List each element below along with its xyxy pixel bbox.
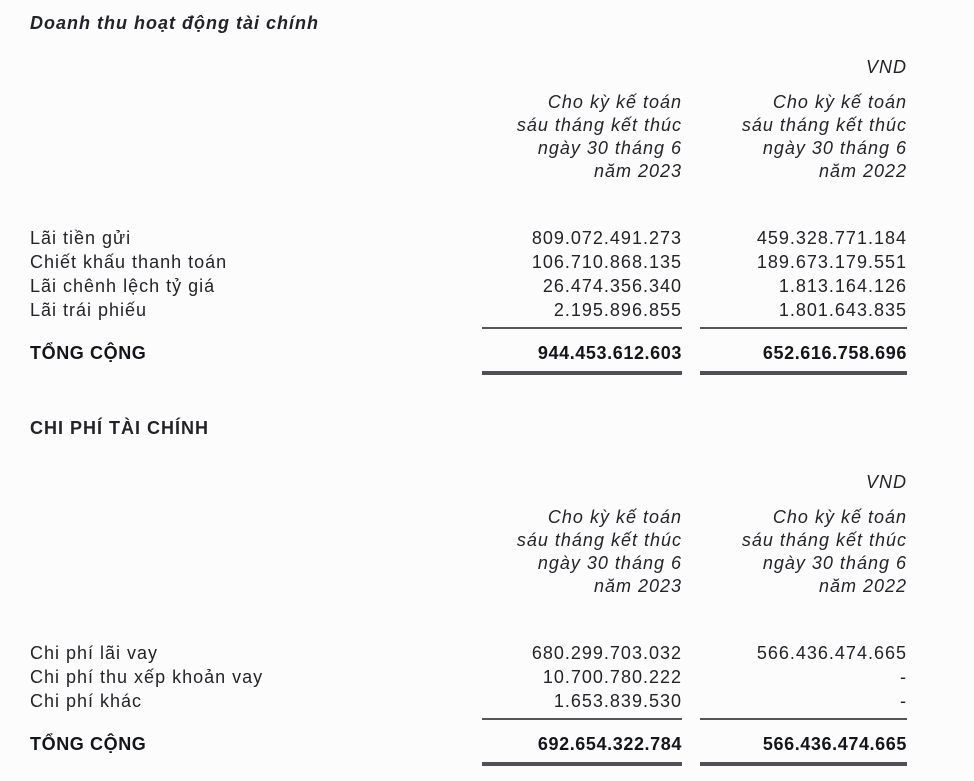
period-header-line: ngày 30 tháng 6 bbox=[762, 138, 907, 158]
period-header-line: năm 2022 bbox=[818, 576, 907, 596]
period-header-row bbox=[30, 506, 907, 598]
row-value-2022: - bbox=[900, 667, 907, 687]
subtotal-rule-row bbox=[30, 713, 907, 720]
table-row bbox=[30, 226, 907, 250]
row-value-2022: 1.801.643.835 bbox=[778, 300, 907, 320]
row-value-2022: 566.436.474.665 bbox=[756, 643, 907, 663]
row-value-2022: 189.673.179.551 bbox=[756, 252, 907, 272]
period-header-line: năm 2022 bbox=[818, 161, 907, 181]
period-header-2023 bbox=[482, 91, 682, 183]
total-row bbox=[30, 732, 907, 756]
column-rule-thin bbox=[700, 718, 907, 720]
expense-table bbox=[30, 641, 907, 766]
period-header-line: sáu tháng kết thúc bbox=[741, 115, 907, 135]
row-value-2023: 1.653.839.530 bbox=[553, 691, 682, 711]
table-row bbox=[30, 250, 907, 274]
table-row bbox=[30, 298, 907, 322]
total-value-2022: 566.436.474.665 bbox=[762, 734, 907, 754]
table-row bbox=[30, 665, 907, 689]
row-value-2023: 26.474.356.340 bbox=[542, 276, 682, 296]
table-row bbox=[30, 274, 907, 298]
row-label: Lãi chênh lệch tỷ giá bbox=[30, 276, 216, 296]
period-header-line: ngày 30 tháng 6 bbox=[537, 553, 682, 573]
period-header-line: sáu tháng kết thúc bbox=[741, 530, 907, 550]
subtotal-rule-row bbox=[30, 322, 907, 329]
period-header-line: Cho kỳ kế toán bbox=[772, 92, 907, 112]
section-heading-financial-expenses: CHI PHÍ TÀI CHÍNH bbox=[30, 418, 209, 438]
column-rule-thick bbox=[700, 762, 907, 766]
row-value-2022: - bbox=[900, 691, 907, 711]
row-value-2022: 459.328.771.184 bbox=[756, 228, 907, 248]
period-header-line: năm 2023 bbox=[593, 161, 682, 181]
row-value-2023: 680.299.703.032 bbox=[531, 643, 682, 663]
column-rule-thick bbox=[482, 762, 682, 766]
row-value-2023: 809.072.491.273 bbox=[531, 228, 682, 248]
column-rule-thick bbox=[482, 371, 682, 375]
row-label: Chi phí lãi vay bbox=[30, 643, 159, 663]
row-value-2023: 2.195.896.855 bbox=[553, 300, 682, 320]
row-value-2023: 106.710.868.135 bbox=[531, 252, 682, 272]
column-rule-thin bbox=[482, 327, 682, 329]
period-header-line: ngày 30 tháng 6 bbox=[537, 138, 682, 158]
period-header-line: Cho kỳ kế toán bbox=[772, 507, 907, 527]
row-label: Lãi tiền gửi bbox=[30, 228, 132, 248]
row-label: Chi phí thu xếp khoản vay bbox=[30, 667, 264, 687]
period-header-line: sáu tháng kết thúc bbox=[516, 115, 682, 135]
total-value-2023: 692.654.322.784 bbox=[537, 734, 682, 754]
period-header-2022 bbox=[700, 506, 907, 598]
currency-label: VND bbox=[865, 472, 907, 492]
row-label: Chi phí khác bbox=[30, 691, 143, 711]
period-header-line: năm 2023 bbox=[593, 576, 682, 596]
row-label: Lãi trái phiếu bbox=[30, 300, 148, 320]
period-header-line: Cho kỳ kế toán bbox=[547, 92, 682, 112]
row-value-2022: 1.813.164.126 bbox=[778, 276, 907, 296]
period-header-2022 bbox=[700, 91, 907, 183]
period-header-line: sáu tháng kết thúc bbox=[516, 530, 682, 550]
total-rule-row bbox=[30, 756, 907, 766]
row-label: Chiết khấu thanh toán bbox=[30, 252, 228, 272]
total-value-2022: 652.616.758.696 bbox=[762, 343, 907, 363]
total-label: TỔNG CỘNG bbox=[30, 343, 147, 363]
column-rule-thin bbox=[700, 327, 907, 329]
row-value-2023: 10.700.780.222 bbox=[542, 667, 682, 687]
total-row bbox=[30, 341, 907, 365]
period-header-line: ngày 30 tháng 6 bbox=[762, 553, 907, 573]
total-value-2023: 944.453.612.603 bbox=[537, 343, 682, 363]
table-row bbox=[30, 641, 907, 665]
period-header-line: Cho kỳ kế toán bbox=[547, 507, 682, 527]
column-rule-thick bbox=[700, 371, 907, 375]
income-table bbox=[30, 226, 907, 375]
column-rule-thin bbox=[482, 718, 682, 720]
total-label: TỔNG CỘNG bbox=[30, 734, 147, 754]
section-heading-financial-income: Doanh thu hoạt động tài chính bbox=[30, 13, 319, 33]
table-row bbox=[30, 689, 907, 713]
period-header-2023 bbox=[482, 506, 682, 598]
total-rule-row bbox=[30, 365, 907, 375]
currency-label: VND bbox=[865, 57, 907, 77]
period-header-row bbox=[30, 91, 907, 183]
